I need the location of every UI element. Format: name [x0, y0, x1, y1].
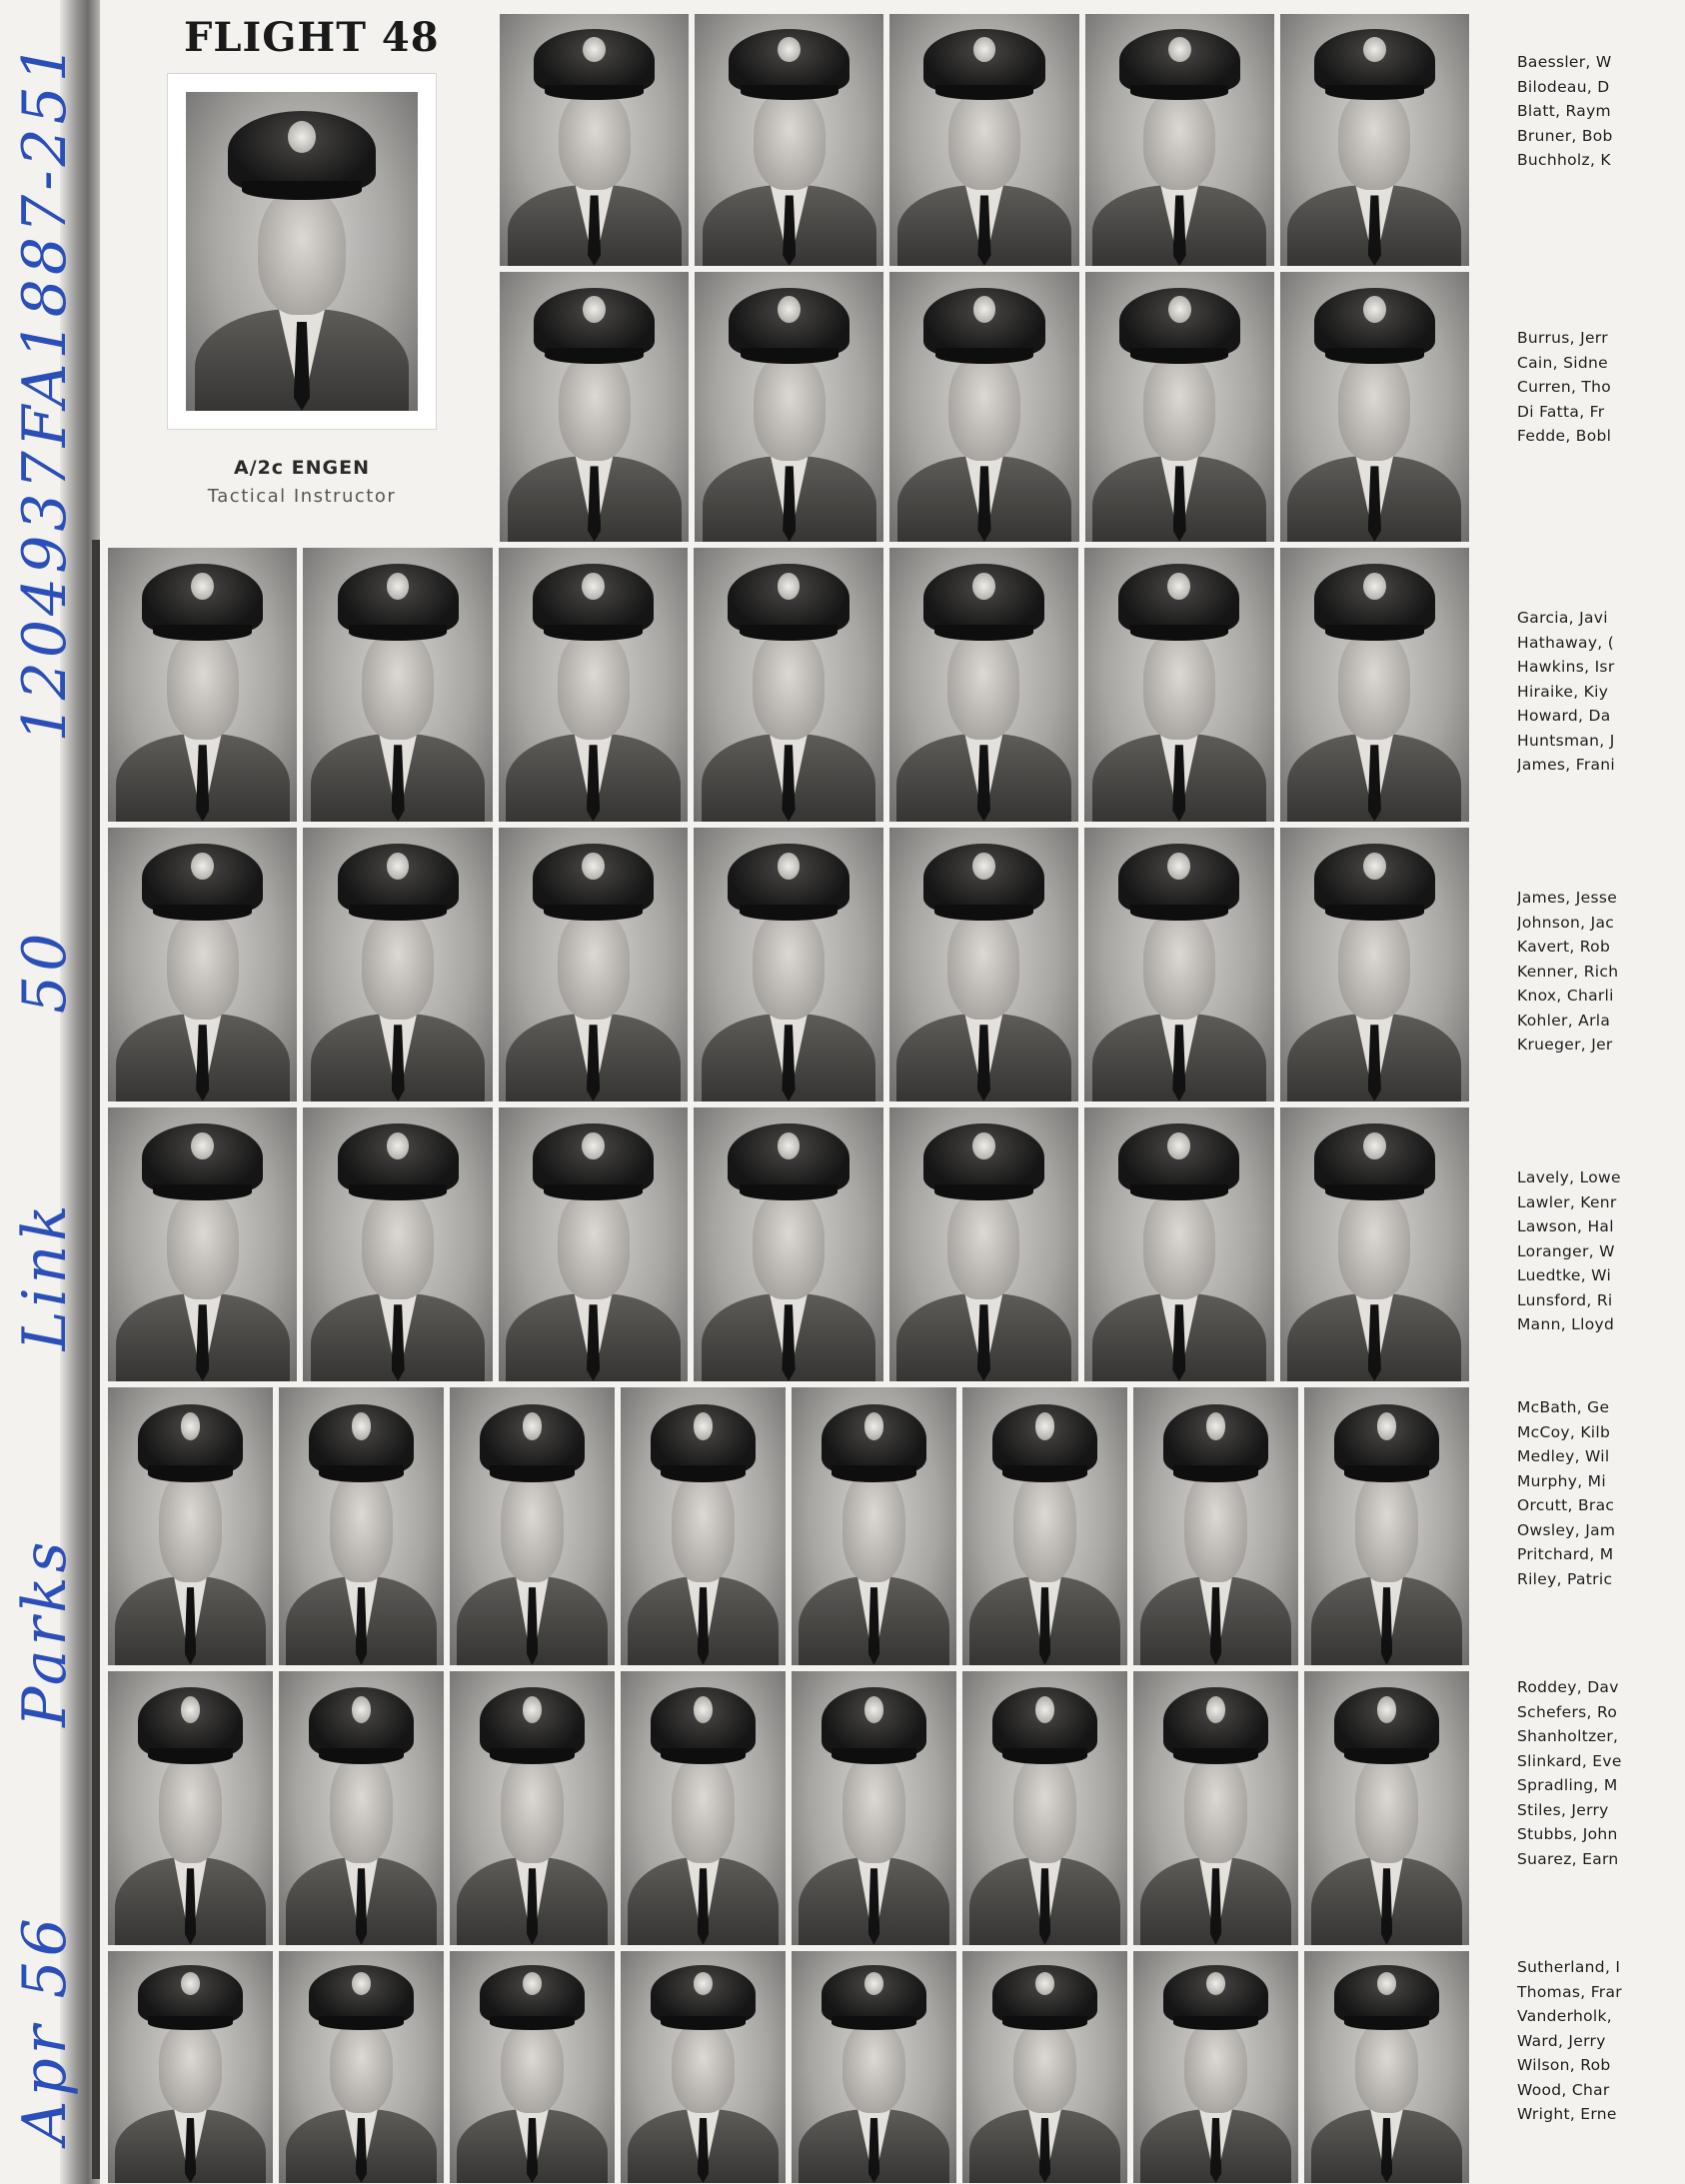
trainee-portrait — [695, 272, 883, 542]
trainee-portrait — [499, 828, 688, 1101]
trainee-portrait — [1133, 1387, 1298, 1665]
trainee-portrait — [962, 1387, 1127, 1665]
roster-name: Stiles, Jerry — [1517, 1800, 1609, 1819]
trainee-portrait — [1084, 1107, 1273, 1381]
roster-name: James, Frani — [1517, 756, 1616, 774]
trainee-portrait — [279, 1387, 444, 1665]
trainee-portrait — [303, 828, 492, 1101]
trainee-portrait — [694, 1107, 882, 1381]
roster-name: Loranger, W — [1517, 1241, 1615, 1260]
roster-name: Lavely, Lowe — [1517, 1168, 1621, 1186]
page-title: FLIGHT 48 — [184, 14, 440, 61]
roster-name: Huntsman, J — [1517, 731, 1615, 750]
roster-name: Kavert, Rob — [1517, 938, 1611, 956]
roster-name: Kohler, Arla — [1517, 1011, 1611, 1030]
name-group — [1517, 1675, 1685, 1871]
roster-name: Stubbs, John — [1517, 1825, 1618, 1843]
trainee-portrait — [962, 1671, 1127, 1945]
trainee-portrait — [108, 548, 297, 822]
trainee-portrait — [1084, 828, 1273, 1101]
trainee-portrait — [1280, 548, 1469, 822]
handwritten-note — [0, 0, 90, 2184]
roster-name: Blatt, Raym — [1517, 102, 1611, 120]
instructor-name: A/2c ENGEN — [233, 457, 371, 479]
roster-name: Schefers, Ro — [1517, 1702, 1618, 1721]
roster-name: Lawson, Hal — [1517, 1217, 1614, 1235]
handwritten-number: 50 — [10, 929, 80, 1015]
trainee-portrait — [792, 1671, 956, 1945]
trainee-portrait — [621, 1671, 786, 1945]
spine-shadow — [92, 540, 100, 2179]
roster-name: Wood, Char — [1517, 2080, 1610, 2099]
name-group — [1517, 1165, 1685, 1337]
trainee-portrait — [450, 1951, 615, 2183]
roster-name: Curren, Tho — [1517, 378, 1612, 396]
roster-name: Krueger, Jer — [1517, 1036, 1613, 1054]
name-group — [1517, 1395, 1685, 1591]
trainee-portrait — [1280, 272, 1469, 542]
trainee-portrait — [500, 14, 689, 266]
roster-name: Roddey, Dav — [1517, 1678, 1619, 1696]
roster-name: Suarez, Earn — [1517, 1849, 1619, 1868]
roster-name: Fedde, Bobl — [1517, 427, 1612, 445]
trainee-portrait — [279, 1951, 444, 2183]
roster-name: Spradling, M — [1517, 1776, 1618, 1794]
trainee-portrait — [500, 272, 689, 542]
handwritten-serial: 1204937FA1887-251 — [10, 40, 80, 743]
trainee-portrait — [1304, 1951, 1469, 2183]
trainee-portrait — [889, 272, 1078, 542]
trainee-portrait — [1280, 828, 1469, 1101]
name-group — [1517, 886, 1685, 1058]
trainee-portrait — [1085, 272, 1274, 542]
trainee-portrait — [1280, 1107, 1469, 1381]
trainee-portrait — [279, 1671, 444, 1945]
roster-name: Ward, Jerry — [1517, 2031, 1606, 2050]
roster-name: Medley, Wil — [1517, 1447, 1610, 1465]
trainee-portrait — [450, 1671, 615, 1945]
instructor-role: Tactical Instructor — [207, 486, 397, 507]
roster-name: Mann, Lloyd — [1517, 1315, 1615, 1333]
roster-name: Thomas, Frar — [1517, 1982, 1622, 2001]
trainee-portrait — [694, 548, 882, 822]
roster-name: Bilodeau, D — [1517, 77, 1610, 96]
roster-name: Hathaway, ( — [1517, 633, 1615, 652]
trainee-portrait — [108, 1671, 273, 1945]
trainee-portrait — [962, 1951, 1127, 2183]
handwritten-word-parks: Parks — [10, 1537, 80, 1727]
trainee-portrait — [1133, 1671, 1298, 1945]
roster-name: Buchholz, K — [1517, 151, 1611, 169]
roster-name: James, Jesse — [1517, 889, 1618, 907]
trainee-portrait — [694, 828, 882, 1101]
roster-name: Knox, Charli — [1517, 987, 1614, 1005]
trainee-portrait — [1133, 1951, 1298, 2183]
trainee-portrait — [1280, 14, 1469, 266]
name-group — [1517, 1955, 1685, 2127]
roster-name: Cain, Sidne — [1517, 353, 1608, 372]
handwritten-word-link: Link — [10, 1200, 80, 1351]
trainee-portrait — [1085, 14, 1274, 266]
trainee-portrait — [792, 1951, 956, 2183]
roster-name: Sutherland, I — [1517, 1958, 1621, 1976]
roster-name: Kenner, Rich — [1517, 962, 1619, 981]
trainee-portrait — [695, 14, 883, 266]
roster-name: Slinkard, Eve — [1517, 1751, 1622, 1770]
trainee-portrait — [1304, 1671, 1469, 1945]
roster-name: Howard, Da — [1517, 707, 1611, 725]
trainee-portrait — [303, 548, 492, 822]
roster-name: Garcia, Javi — [1517, 609, 1608, 627]
handwritten-date: Apr 56 — [10, 1914, 80, 2144]
trainee-portrait — [108, 828, 297, 1101]
name-group — [1517, 606, 1685, 778]
trainee-portrait — [108, 1951, 273, 2183]
roster-name: Wright, Erne — [1517, 2105, 1617, 2123]
roster-name: Vanderholk, — [1517, 2007, 1613, 2025]
roster-name: Shanholtzer, — [1517, 1727, 1619, 1745]
roster-name: McBath, Ge — [1517, 1398, 1610, 1416]
roster-name: Orcutt, Brac — [1517, 1496, 1615, 1514]
name-group — [1517, 326, 1685, 449]
trainee-portrait — [499, 548, 688, 822]
roster-name: Lunsford, Ri — [1517, 1290, 1613, 1309]
trainee-portrait — [108, 1387, 273, 1665]
roster-name: Baessler, W — [1517, 53, 1612, 71]
roster-name: Pritchard, M — [1517, 1545, 1614, 1563]
roster-name: Johnson, Jac — [1517, 913, 1615, 932]
roster-name: Murphy, Mi — [1517, 1471, 1606, 1490]
roster-name: Wilson, Rob — [1517, 2056, 1611, 2074]
roster-name: Burrus, Jerr — [1517, 329, 1608, 347]
roster-name: Riley, Patric — [1517, 1569, 1613, 1588]
trainee-portrait — [108, 1107, 297, 1381]
roster-name: Hawkins, Isr — [1517, 658, 1615, 676]
roster-name: Luedtke, Wi — [1517, 1266, 1612, 1284]
trainee-portrait — [303, 1107, 492, 1381]
roster-name: Owsley, Jam — [1517, 1520, 1616, 1539]
trainee-portrait — [621, 1387, 786, 1665]
trainee-portrait — [889, 14, 1078, 266]
roster-name: Hiraike, Kiy — [1517, 682, 1609, 701]
roster-name: Bruner, Bob — [1517, 126, 1613, 145]
trainee-portrait — [1084, 548, 1273, 822]
roster-name: Lawler, Kenr — [1517, 1192, 1617, 1211]
trainee-portrait — [889, 828, 1078, 1101]
roster-name: Di Fatta, Fr — [1517, 402, 1605, 421]
trainee-portrait — [499, 1107, 688, 1381]
trainee-portrait — [889, 548, 1078, 822]
trainee-portrait — [792, 1387, 956, 1665]
name-group — [1517, 50, 1685, 173]
trainee-portrait — [621, 1951, 786, 2183]
instructor-portrait — [186, 92, 418, 411]
trainee-portrait — [1304, 1387, 1469, 1665]
roster-name: McCoy, Kilb — [1517, 1422, 1611, 1441]
trainee-portrait — [889, 1107, 1078, 1381]
trainee-portrait — [450, 1387, 615, 1665]
instructor-photo-frame — [168, 74, 436, 429]
